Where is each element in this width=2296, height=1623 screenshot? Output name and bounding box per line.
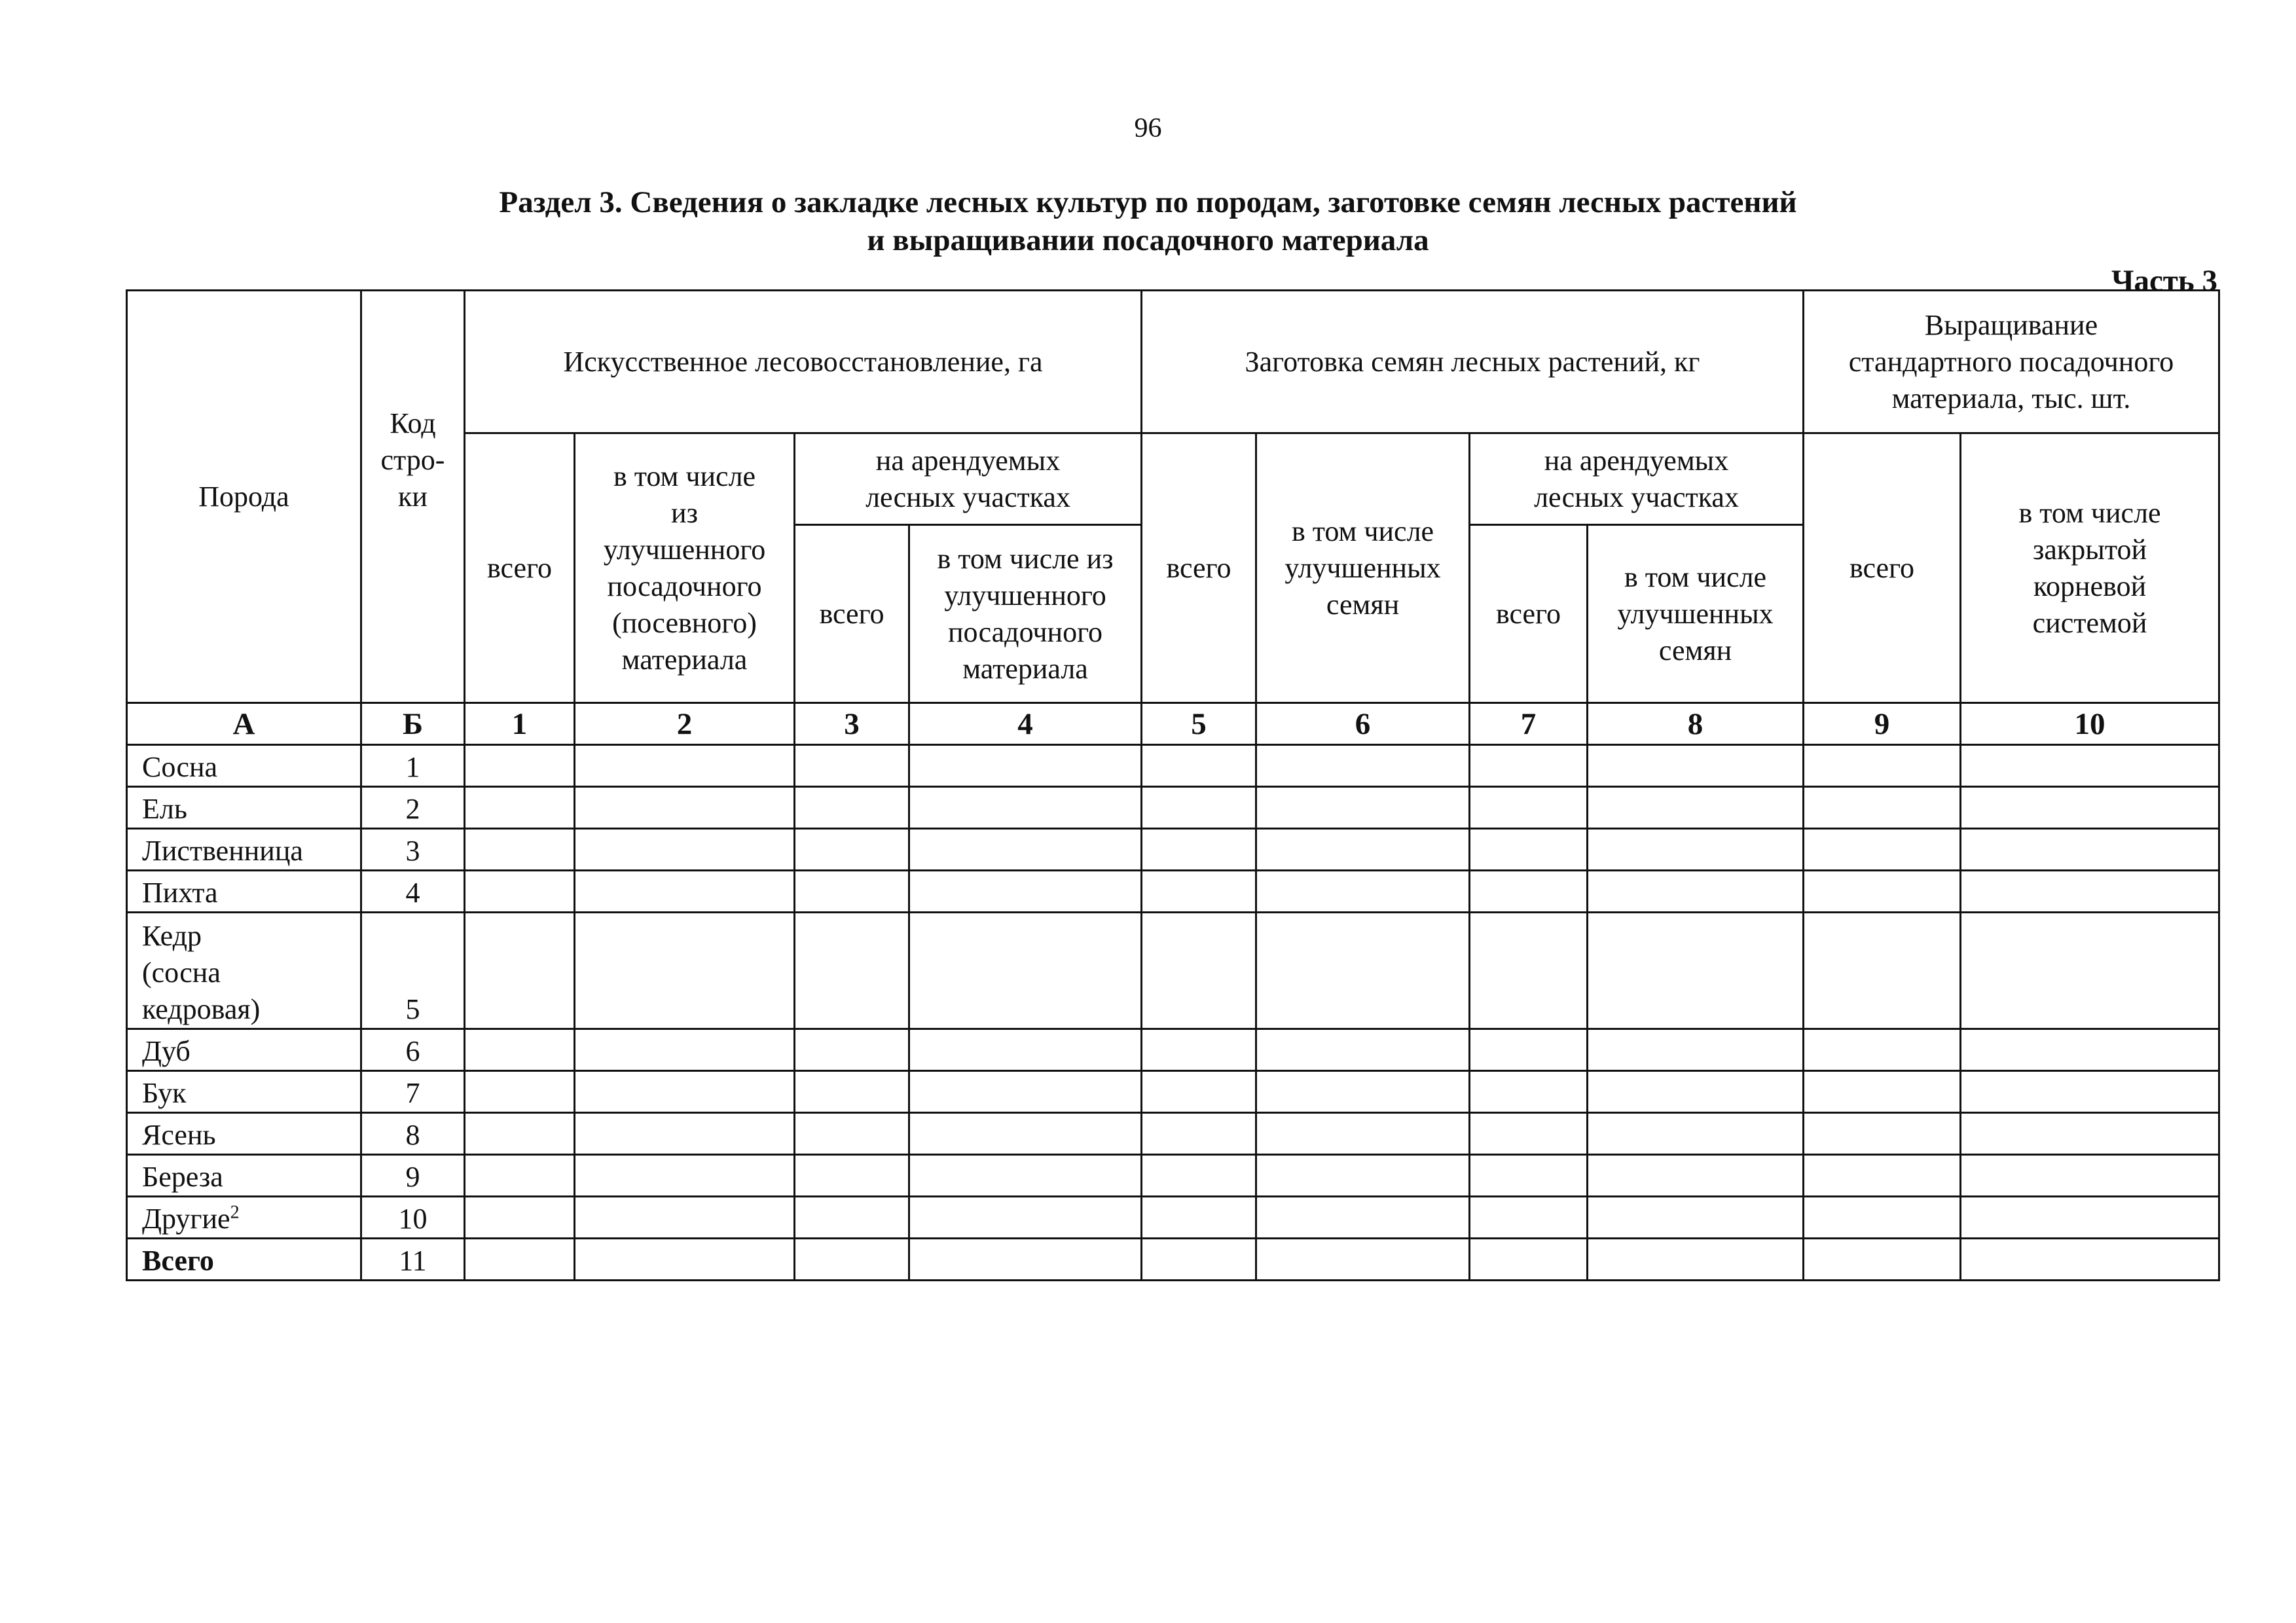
index-cell: 2 xyxy=(575,703,795,745)
header-col-3: всего xyxy=(795,525,909,703)
row-species xyxy=(127,1197,361,1239)
input-cell[interactable] xyxy=(1804,1113,1961,1155)
row-species: Лиственница xyxy=(127,829,361,871)
header-kod-line: стро- xyxy=(380,443,445,476)
input-cell[interactable] xyxy=(1588,1197,1804,1239)
index-cell: Б xyxy=(361,703,465,745)
row-code: 11 xyxy=(361,1239,465,1281)
input-cell[interactable] xyxy=(1470,1155,1588,1197)
input-cell[interactable] xyxy=(465,1197,575,1239)
input-cell[interactable] xyxy=(1804,1197,1961,1239)
input-cell[interactable] xyxy=(465,787,575,829)
input-cell[interactable] xyxy=(465,913,575,1029)
input-cell[interactable] xyxy=(1470,1197,1588,1239)
input-cell[interactable] xyxy=(1256,1113,1470,1155)
input-cell[interactable] xyxy=(465,829,575,871)
input-cell[interactable] xyxy=(1142,1239,1256,1281)
input-cell[interactable] xyxy=(795,1071,909,1113)
input-cell[interactable] xyxy=(1961,1197,2219,1239)
row-code: 3 xyxy=(361,829,465,871)
input-cell[interactable] xyxy=(1256,787,1470,829)
index-cell: А xyxy=(127,703,361,745)
row-species-total: Всего xyxy=(127,1239,361,1281)
header-col-10 xyxy=(1961,433,2219,703)
input-cell[interactable] xyxy=(909,1113,1142,1155)
input-cell[interactable] xyxy=(1588,1239,1804,1281)
row-code: 6 xyxy=(361,1029,465,1071)
report-form-table xyxy=(126,289,2220,1281)
input-cell[interactable] xyxy=(465,1239,575,1281)
row-species-line: (сосна xyxy=(142,957,221,989)
header-group-growing xyxy=(1804,291,2219,433)
row-species: Береза xyxy=(127,1155,361,1197)
input-cell[interactable] xyxy=(1804,787,1961,829)
input-cell[interactable] xyxy=(1804,913,1961,1029)
index-cell: 9 xyxy=(1804,703,1961,745)
input-cell[interactable] xyxy=(1470,745,1588,787)
header-group-reforestation: Искусственное лесовосстановление, га xyxy=(465,291,1142,433)
header-col-8-line: улучшенных xyxy=(1617,597,1774,630)
input-cell[interactable] xyxy=(1142,745,1256,787)
input-cell[interactable] xyxy=(909,745,1142,787)
input-cell[interactable] xyxy=(909,871,1142,913)
input-cell[interactable] xyxy=(1470,1113,1588,1155)
input-cell[interactable] xyxy=(795,1197,909,1239)
input-cell[interactable] xyxy=(1804,745,1961,787)
header-col-9: всего xyxy=(1804,433,1961,703)
input-cell[interactable] xyxy=(1142,1113,1256,1155)
index-cell: 3 xyxy=(795,703,909,745)
input-cell[interactable] xyxy=(1804,1071,1961,1113)
table-row xyxy=(127,1071,2219,1113)
input-cell[interactable] xyxy=(1470,787,1588,829)
header-col-8 xyxy=(1588,525,1804,703)
input-cell[interactable] xyxy=(1142,1197,1256,1239)
header-row-groups xyxy=(127,291,2219,433)
input-cell[interactable] xyxy=(1961,829,2219,871)
input-cell[interactable] xyxy=(1142,913,1256,1029)
header-col-8-line: семян xyxy=(1658,634,1732,666)
input-cell[interactable] xyxy=(1588,1071,1804,1113)
table-row xyxy=(127,871,2219,913)
input-cell[interactable] xyxy=(1470,1239,1588,1281)
header-col-8-line: в том числе xyxy=(1624,560,1767,593)
input-cell[interactable] xyxy=(1470,913,1588,1029)
input-cell[interactable] xyxy=(1961,1071,2219,1113)
input-cell[interactable] xyxy=(1961,1029,2219,1071)
header-growing-line: материала, тыс. шт. xyxy=(1891,382,2131,414)
row-species: Пихта xyxy=(127,871,361,913)
input-cell[interactable] xyxy=(575,829,795,871)
input-cell[interactable] xyxy=(1142,829,1256,871)
header-col-10-line: закрытой xyxy=(2033,533,2147,566)
input-cell[interactable] xyxy=(1142,1071,1256,1113)
header-col-10-line: в том числе xyxy=(2018,496,2161,529)
input-cell[interactable] xyxy=(1256,1239,1470,1281)
input-cell[interactable] xyxy=(1588,1155,1804,1197)
input-cell[interactable] xyxy=(795,787,909,829)
section-title xyxy=(0,183,2296,259)
input-cell[interactable] xyxy=(465,871,575,913)
row-code: 10 xyxy=(361,1197,465,1239)
input-cell[interactable] xyxy=(795,829,909,871)
header-lease-line: лесных участках xyxy=(1534,481,1739,513)
table-row xyxy=(127,913,2219,1029)
input-cell[interactable] xyxy=(1961,787,2219,829)
header-kod-stroki xyxy=(361,291,465,703)
header-col-6-line: в том числе xyxy=(1291,515,1434,547)
table-row xyxy=(127,1155,2219,1197)
input-cell[interactable] xyxy=(1142,1155,1256,1197)
input-cell[interactable] xyxy=(1588,829,1804,871)
input-cell[interactable] xyxy=(575,1239,795,1281)
input-cell[interactable] xyxy=(1588,1113,1804,1155)
input-cell[interactable] xyxy=(1142,787,1256,829)
index-cell: 4 xyxy=(909,703,1142,745)
input-cell[interactable] xyxy=(465,1071,575,1113)
input-cell[interactable] xyxy=(575,787,795,829)
input-cell[interactable] xyxy=(1256,1155,1470,1197)
input-cell[interactable] xyxy=(1588,745,1804,787)
input-cell[interactable] xyxy=(1588,787,1804,829)
input-cell[interactable] xyxy=(1588,1029,1804,1071)
header-col-4 xyxy=(909,525,1142,703)
table-row xyxy=(127,829,2219,871)
header-col-2-line: посадочного xyxy=(607,570,762,602)
input-cell[interactable] xyxy=(1256,1029,1470,1071)
row-species-text: Другие xyxy=(142,1203,230,1235)
input-cell[interactable] xyxy=(1470,1029,1588,1071)
header-col-4-line: в том числе из xyxy=(937,542,1114,575)
input-cell[interactable] xyxy=(1804,1239,1961,1281)
input-cell[interactable] xyxy=(575,1113,795,1155)
input-cell[interactable] xyxy=(1804,1029,1961,1071)
input-cell[interactable] xyxy=(1804,829,1961,871)
header-lease-line: на арендуемых xyxy=(1544,444,1729,477)
header-col-1: всего xyxy=(465,433,575,703)
header-kod-line: ки xyxy=(398,480,428,513)
row-code: 9 xyxy=(361,1155,465,1197)
row-code: 2 xyxy=(361,787,465,829)
input-cell[interactable] xyxy=(575,1197,795,1239)
input-cell[interactable] xyxy=(1961,745,2219,787)
input-cell[interactable] xyxy=(909,913,1142,1029)
input-cell[interactable] xyxy=(575,871,795,913)
input-cell[interactable] xyxy=(795,1029,909,1071)
input-cell[interactable] xyxy=(1961,1155,2219,1197)
input-cell[interactable] xyxy=(795,913,909,1029)
row-species-line: кедровая) xyxy=(142,993,261,1025)
row-species-line: Кедр xyxy=(142,920,202,952)
header-lease-reforestation xyxy=(795,433,1142,525)
input-cell[interactable] xyxy=(1470,1071,1588,1113)
header-col-4-line: материала xyxy=(962,652,1088,685)
input-cell[interactable] xyxy=(1256,871,1470,913)
header-col-6 xyxy=(1256,433,1470,703)
row-code: 7 xyxy=(361,1071,465,1113)
section-title-line-2: и выращивании посадочного материала xyxy=(867,223,1429,257)
input-cell[interactable] xyxy=(795,1155,909,1197)
header-col-5: всего xyxy=(1142,433,1256,703)
input-cell[interactable] xyxy=(909,1071,1142,1113)
input-cell[interactable] xyxy=(1961,913,2219,1029)
header-col-6-line: улучшенных xyxy=(1285,551,1441,584)
row-species: Дуб xyxy=(127,1029,361,1071)
input-cell[interactable] xyxy=(1961,1239,2219,1281)
header-col-7: всего xyxy=(1470,525,1588,703)
input-cell[interactable] xyxy=(1961,871,2219,913)
table-row xyxy=(127,1113,2219,1155)
header-lease-seeds xyxy=(1470,433,1804,525)
header-col-6-line: семян xyxy=(1326,588,1400,621)
header-col-2-line: улучшенного xyxy=(603,533,766,566)
column-index-row xyxy=(127,703,2219,745)
input-cell[interactable] xyxy=(465,1113,575,1155)
index-cell: 6 xyxy=(1256,703,1470,745)
part-label: Часть 3 xyxy=(2111,264,2217,298)
input-cell[interactable] xyxy=(1588,871,1804,913)
input-cell[interactable] xyxy=(795,871,909,913)
row-species: Бук xyxy=(127,1071,361,1113)
input-cell[interactable] xyxy=(575,745,795,787)
input-cell[interactable] xyxy=(1256,745,1470,787)
table-row xyxy=(127,1029,2219,1071)
row-code: 4 xyxy=(361,871,465,913)
input-cell[interactable] xyxy=(909,787,1142,829)
input-cell[interactable] xyxy=(1470,871,1588,913)
index-cell: 1 xyxy=(465,703,575,745)
input-cell[interactable] xyxy=(1588,913,1804,1029)
input-cell[interactable] xyxy=(575,1071,795,1113)
input-cell[interactable] xyxy=(1142,871,1256,913)
input-cell[interactable] xyxy=(465,1155,575,1197)
row-code: 1 xyxy=(361,745,465,787)
input-cell[interactable] xyxy=(795,745,909,787)
input-cell[interactable] xyxy=(465,745,575,787)
input-cell[interactable] xyxy=(909,829,1142,871)
input-cell[interactable] xyxy=(1256,1197,1470,1239)
header-col-4-line: улучшенного xyxy=(944,579,1106,611)
header-col-2-line: в том числе xyxy=(613,460,756,492)
input-cell[interactable] xyxy=(795,1113,909,1155)
input-cell[interactable] xyxy=(465,1029,575,1071)
row-species: Сосна xyxy=(127,745,361,787)
header-col-4-line: посадочного xyxy=(947,615,1103,648)
index-cell: 7 xyxy=(1470,703,1588,745)
header-lease-line: на арендуемых xyxy=(875,444,1061,477)
input-cell[interactable] xyxy=(909,1239,1142,1281)
input-cell[interactable] xyxy=(909,1155,1142,1197)
input-cell[interactable] xyxy=(1256,829,1470,871)
input-cell[interactable] xyxy=(575,1155,795,1197)
header-col-10-line: системой xyxy=(2032,606,2147,639)
input-cell[interactable] xyxy=(1142,1029,1256,1071)
input-cell[interactable] xyxy=(1256,1071,1470,1113)
row-code: 8 xyxy=(361,1113,465,1155)
table-row xyxy=(127,1197,2219,1239)
header-col-2-line: материала xyxy=(621,643,748,676)
page-number: 96 xyxy=(1134,113,1162,143)
header-growing-line: стандартного посадочного xyxy=(1848,345,2174,378)
footnote-marker: 2 xyxy=(230,1202,240,1223)
row-species: Ясень xyxy=(127,1113,361,1155)
input-cell[interactable] xyxy=(909,1029,1142,1071)
row-species xyxy=(127,913,361,1029)
input-cell[interactable] xyxy=(1961,1113,2219,1155)
header-lease-line: лесных участках xyxy=(866,481,1070,513)
header-kod-line: Код xyxy=(390,407,436,439)
header-col-10-line: корневой xyxy=(2033,570,2147,602)
table-row-total xyxy=(127,1239,2219,1281)
row-species: Ель xyxy=(127,787,361,829)
index-cell: 8 xyxy=(1588,703,1804,745)
header-col-2-line: из xyxy=(671,496,698,529)
table-row xyxy=(127,787,2219,829)
input-cell[interactable] xyxy=(1256,913,1470,1029)
input-cell[interactable] xyxy=(1470,829,1588,871)
input-cell[interactable] xyxy=(575,913,795,1029)
header-group-seeds: Заготовка семян лесных растений, кг xyxy=(1142,291,1804,433)
input-cell[interactable] xyxy=(1804,1155,1961,1197)
header-col-2-line: (посевного) xyxy=(612,606,757,639)
input-cell[interactable] xyxy=(909,1197,1142,1239)
header-growing-line: Выращивание xyxy=(1924,308,2098,341)
section-title-line-1: Раздел 3. Сведения о закладке лесных культур по породам, заготовке семян лесных растений xyxy=(499,185,1797,219)
input-cell[interactable] xyxy=(1804,871,1961,913)
input-cell[interactable] xyxy=(795,1239,909,1281)
row-code: 5 xyxy=(361,913,465,1029)
table-row xyxy=(127,745,2219,787)
index-cell: 5 xyxy=(1142,703,1256,745)
header-col-2 xyxy=(575,433,795,703)
input-cell[interactable] xyxy=(575,1029,795,1071)
index-cell: 10 xyxy=(1961,703,2219,745)
header-poroda: Порода xyxy=(127,291,361,703)
